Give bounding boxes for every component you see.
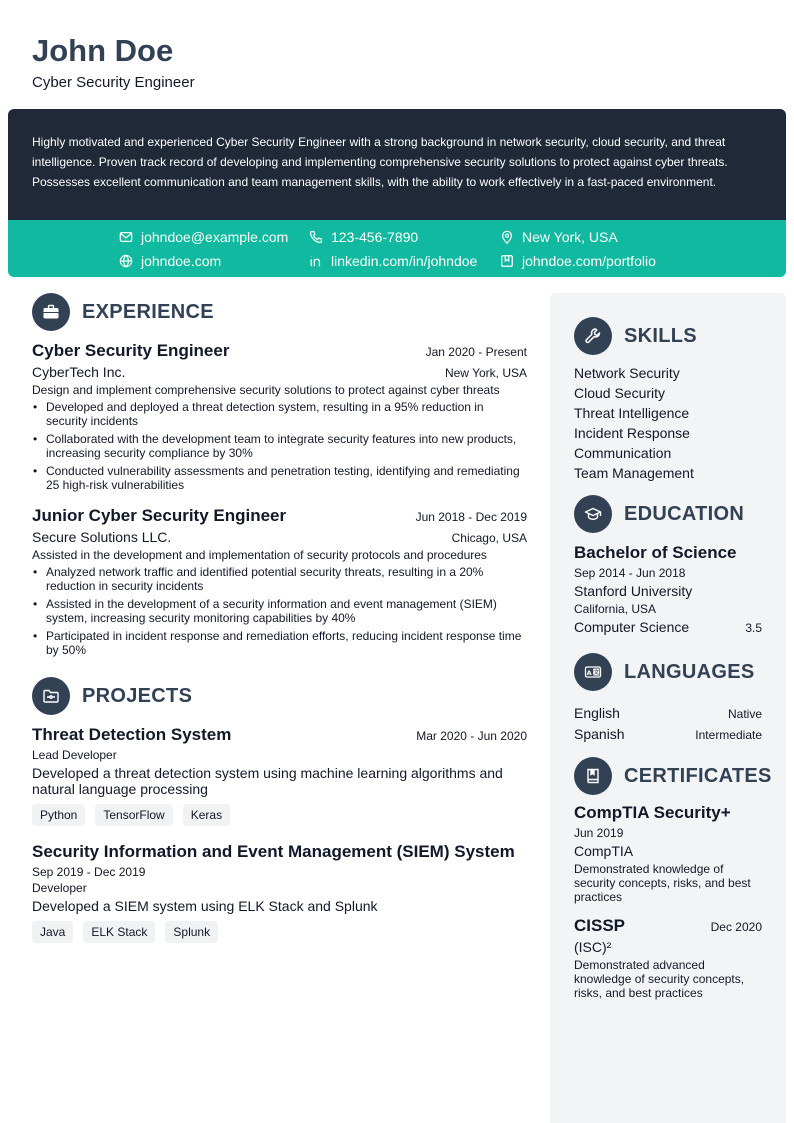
translate-icon bbox=[574, 653, 612, 691]
book-icon bbox=[574, 757, 612, 795]
language-name: Spanish bbox=[574, 726, 625, 742]
certificate-date: Dec 2020 bbox=[710, 920, 762, 934]
certificate-description: Demonstrated knowledge of security concepts, risks, and best practices bbox=[574, 862, 751, 904]
experience-description: Assisted in the development and implementation of security protocols and procedures bbox=[32, 548, 487, 562]
skills-heading: SKILLS bbox=[624, 324, 697, 347]
experience-bullets bbox=[32, 400, 527, 492]
experience-bullet: • Analyzed network traffic and identified potential security threats, resulting in a 20% reduction in security incidents bbox=[32, 565, 527, 593]
language-level: Intermediate bbox=[695, 728, 762, 742]
project-description: Developed a threat detection system using machine learning algorithms and natural language processing bbox=[32, 765, 503, 797]
experience-dates: Jun 2018 - Dec 2019 bbox=[415, 510, 527, 524]
project-role: Lead Developer bbox=[32, 748, 117, 762]
experience-bullet: • Collaborated with the development team to integrate security features into new products, increasing security compliance by 30% bbox=[32, 432, 527, 460]
phone-icon bbox=[309, 230, 323, 244]
projects-section-header bbox=[32, 677, 527, 715]
skill-item: Communication bbox=[574, 445, 672, 461]
main-column bbox=[32, 293, 527, 943]
skill-item: Threat Intelligence bbox=[574, 405, 690, 421]
skills-list bbox=[574, 363, 762, 483]
experience-title: Junior Cyber Security Engineer bbox=[32, 506, 287, 525]
contact-linkedin-text: linkedin.com/in/johndoe bbox=[331, 253, 478, 269]
sidebar bbox=[550, 293, 786, 1123]
project-dates: Mar 2020 - Jun 2020 bbox=[416, 729, 527, 743]
certificate-name: CISSP bbox=[574, 916, 626, 935]
project-tags bbox=[32, 921, 527, 943]
projects-heading: PROJECTS bbox=[82, 684, 193, 707]
graduation-cap-icon bbox=[574, 495, 612, 533]
certificate-issuer: (ISC)² bbox=[574, 939, 612, 955]
experience-location: New York, USA bbox=[444, 366, 527, 380]
certificate-description: Demonstrated advanced knowledge of security concepts, risks, and best practices bbox=[574, 958, 745, 1000]
experience-section-header bbox=[32, 293, 527, 331]
skill-item: Network Security bbox=[574, 365, 680, 381]
contact-email-text: johndoe@example.com bbox=[141, 229, 289, 245]
folder-icon bbox=[32, 677, 70, 715]
education-heading: EDUCATION bbox=[624, 502, 745, 525]
project-description: Developed a SIEM system using ELK Stack and Splunk bbox=[32, 898, 378, 914]
experience-title: Cyber Security Engineer bbox=[32, 341, 230, 360]
map-pin-icon bbox=[500, 230, 514, 244]
experience-description: Design and implement comprehensive security solutions to protect against cyber threats bbox=[32, 383, 500, 397]
portfolio-icon bbox=[500, 254, 514, 268]
project-entry bbox=[32, 725, 527, 826]
experience-location: Chicago, USA bbox=[451, 531, 527, 545]
language-item bbox=[574, 724, 762, 745]
languages-list bbox=[574, 703, 762, 745]
contact-location bbox=[500, 227, 618, 247]
wrench-icon bbox=[574, 317, 612, 355]
certificate-issuer: CompTIA bbox=[574, 843, 634, 859]
certificate-entry bbox=[574, 916, 762, 1000]
contact-linkedin[interactable] bbox=[309, 251, 477, 271]
contact-website[interactable] bbox=[119, 251, 221, 271]
languages-section-header bbox=[574, 653, 762, 691]
project-role: Developer bbox=[32, 881, 87, 895]
experience-bullet: • Conducted vulnerability assessments and penetration testing, identifying and remediating 25 high-risk vulnerabilities bbox=[32, 464, 527, 492]
contact-phone-text: 123-456-7890 bbox=[331, 229, 419, 245]
education-gpa: 3.5 bbox=[745, 621, 762, 635]
briefcase-icon bbox=[32, 293, 70, 331]
certificates-heading: CERTIFICATES bbox=[624, 764, 772, 787]
resume-header bbox=[32, 32, 195, 91]
certificate-date: Jun 2019 bbox=[574, 826, 624, 840]
skill-item: Incident Response bbox=[574, 425, 690, 441]
skill-item: Cloud Security bbox=[574, 385, 666, 401]
experience-bullet: • Participated in incident response and remediation efforts, reducing incident response time by 50% bbox=[32, 629, 527, 657]
summary-panel bbox=[8, 109, 786, 220]
contact-portfolio[interactable] bbox=[500, 251, 656, 271]
skill-item: Team Management bbox=[574, 465, 694, 481]
project-tag: Splunk bbox=[165, 921, 218, 943]
svg-text:文: 文 bbox=[593, 670, 599, 677]
job-title-headline: Cyber Security Engineer bbox=[32, 74, 195, 91]
contact-website-text: johndoe.com bbox=[141, 253, 222, 269]
education-degree: Bachelor of Science bbox=[574, 543, 737, 562]
svg-text:A: A bbox=[586, 669, 592, 677]
contact-phone[interactable] bbox=[309, 227, 418, 247]
linkedin-icon bbox=[309, 254, 323, 268]
project-tag: TensorFlow bbox=[95, 804, 172, 826]
project-tags bbox=[32, 804, 527, 826]
experience-bullets bbox=[32, 565, 527, 657]
globe-icon bbox=[119, 254, 133, 268]
mail-icon bbox=[119, 230, 133, 244]
project-tag: ELK Stack bbox=[83, 921, 155, 943]
project-title: Security Information and Event Management (SIEM) System bbox=[32, 842, 515, 861]
contact-portfolio-text: johndoe.com/portfolio bbox=[522, 253, 656, 269]
experience-heading: EXPERIENCE bbox=[82, 300, 214, 323]
experience-bullet: • Assisted in the development of a security information and event management (SIEM) system, increasing security monitoring capabilities by 40% bbox=[32, 597, 527, 625]
experience-company: Secure Solutions LLC. bbox=[32, 529, 172, 545]
contact-location-text: New York, USA bbox=[522, 229, 618, 245]
language-name: English bbox=[574, 705, 620, 721]
certificate-name: CompTIA Security+ bbox=[574, 803, 731, 822]
contact-bar bbox=[8, 220, 786, 277]
experience-company: CyberTech Inc. bbox=[32, 364, 126, 380]
full-name: John Doe bbox=[32, 33, 174, 68]
education-school: Stanford University bbox=[574, 583, 693, 599]
project-title: Threat Detection System bbox=[32, 725, 232, 744]
languages-heading: LANGUAGES bbox=[624, 660, 755, 683]
project-tag: Keras bbox=[183, 804, 230, 826]
project-dates: Sep 2019 - Dec 2019 bbox=[32, 865, 146, 879]
language-item bbox=[574, 703, 762, 724]
education-field: Computer Science bbox=[574, 619, 690, 635]
summary-text: Highly motivated and experienced Cyber Security Engineer with a strong background in network security, cloud security, and threat intelligence. Proven track record of developing and implementing comprehensive security solutions to protect against cyber threats. Possesses excellent communication and team management skills, with the ability to work effectively in a fast-paced environment. bbox=[32, 135, 728, 189]
education-location: California, USA bbox=[574, 602, 657, 616]
experience-bullet: • Developed and deployed a threat detection system, resulting in a 95% reduction in security incidents bbox=[32, 400, 527, 428]
education-dates: Sep 2014 - Jun 2018 bbox=[574, 566, 686, 580]
education-section-header bbox=[574, 495, 762, 533]
skills-section-header bbox=[574, 317, 762, 355]
project-tag: Java bbox=[32, 921, 73, 943]
language-level: Native bbox=[727, 707, 762, 721]
certificates-section-header bbox=[574, 757, 772, 795]
experience-entry bbox=[32, 506, 527, 657]
experience-entry bbox=[32, 341, 527, 492]
project-entry bbox=[32, 842, 527, 943]
experience-dates: Jan 2020 - Present bbox=[425, 345, 527, 359]
project-tag: Python bbox=[32, 804, 85, 826]
certificate-entry bbox=[574, 803, 762, 904]
contact-email[interactable] bbox=[119, 227, 288, 247]
